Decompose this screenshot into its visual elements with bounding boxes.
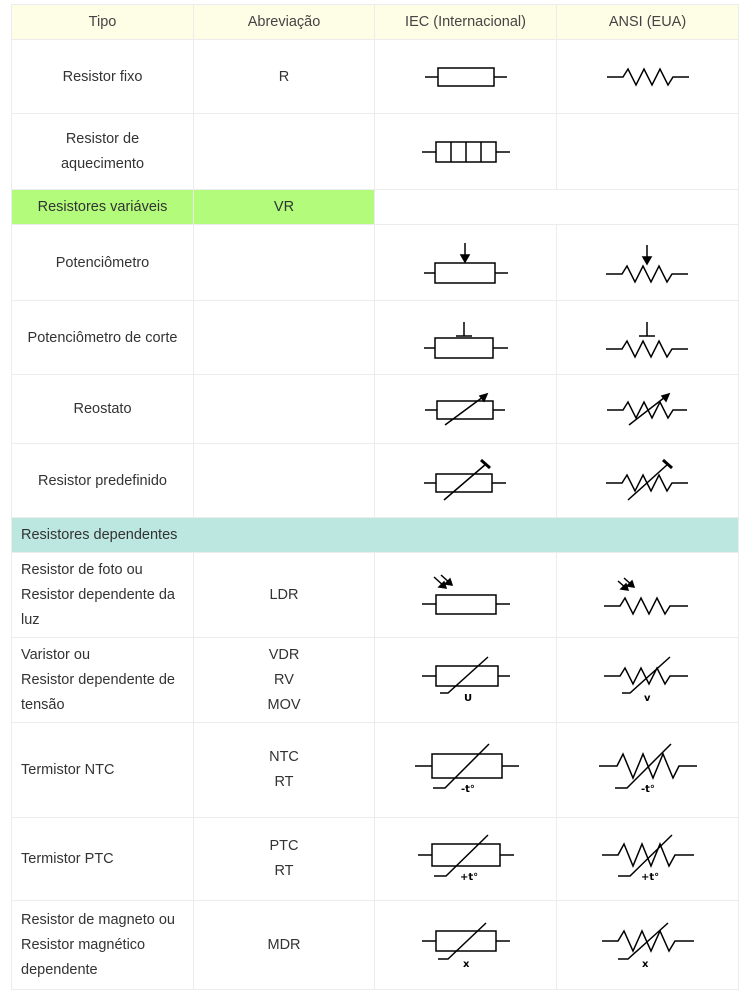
abrev-cell: [194, 638, 375, 723]
abrev-cell: LDR: [194, 553, 375, 638]
mdr-iec-icon: [418, 921, 514, 969]
row-resistores-variaveis: [12, 190, 739, 225]
ldr-iec-icon: [418, 573, 514, 617]
abrev-line: PTC: [269, 838, 299, 854]
abrev-line: MOV: [267, 696, 301, 713]
ansi-cell: [557, 723, 739, 818]
tipo-line: Varistor ou: [21, 646, 91, 663]
ansi-label: -t°: [640, 784, 655, 795]
iec-cell: [375, 723, 557, 818]
header-abreviacao: Abreviação: [194, 5, 375, 40]
abrev-cell: VR: [194, 190, 375, 225]
tipo-cell: Potenciômetro de corte: [12, 301, 194, 375]
fixed-resistor-ansi-icon: [603, 64, 693, 90]
ansi-label: +t°: [640, 872, 659, 883]
abrev-cell: [194, 444, 375, 518]
mdr-ansi-icon: [598, 921, 698, 969]
abrev-line: RT: [274, 863, 294, 879]
iec-label: -t°: [460, 784, 475, 795]
abrev-cell: MDR: [194, 901, 375, 990]
tipo-line: Resistor de foto ou: [21, 561, 143, 578]
resistor-symbols-table: [11, 4, 739, 990]
abrev-cell: [194, 301, 375, 375]
iec-cell: [375, 40, 557, 114]
iec-cell: [375, 638, 557, 723]
tipo-cell: [12, 901, 194, 990]
ansi-label: x: [641, 959, 648, 969]
iec-cell: [375, 818, 557, 901]
ansi-cell: [557, 818, 739, 901]
row-potenciometro-de-corte: [12, 301, 739, 375]
row-resistor-fixo: [12, 40, 739, 114]
ansi-cell: [557, 225, 739, 301]
abrev-cell: [194, 375, 375, 444]
iec-cell: [375, 901, 557, 990]
row-ldr: [12, 553, 739, 638]
iec-label: U: [463, 693, 472, 704]
abrev-line: RT: [274, 774, 294, 790]
row-mdr: [12, 901, 739, 990]
trimmer-potentiometer-iec-icon: [420, 316, 512, 360]
iec-cell: [375, 444, 557, 518]
rheostat-iec-icon: [421, 389, 511, 429]
fixed-resistor-iec-icon: [421, 64, 511, 90]
row-potenciometro: [12, 225, 739, 301]
iec-label: x: [462, 959, 469, 969]
tipo-line: Resistor de: [65, 130, 140, 147]
empty-cell: [375, 190, 739, 225]
abrev-line: RV: [274, 671, 294, 688]
ntc-thermistor-ansi-icon: [595, 742, 701, 798]
ldr-ansi-icon: [600, 573, 696, 617]
ansi-label: v: [643, 693, 651, 704]
row-vdr: [12, 638, 739, 723]
tipo-cell: [12, 114, 194, 190]
preset-resistor-iec-icon: [420, 458, 512, 504]
tipo-cell: Resistor fixo: [12, 40, 194, 114]
row-resistor-predefinido: [12, 444, 739, 518]
tipo-line: Resistor dependente de: [21, 671, 175, 688]
iec-cell: [375, 225, 557, 301]
tipo-line: tensão: [21, 696, 65, 713]
ansi-cell: [557, 375, 739, 444]
abrev-cell: [194, 818, 375, 901]
ansi-cell: [557, 444, 739, 518]
abrev-cell: [194, 114, 375, 190]
varistor-iec-icon: [418, 655, 514, 705]
tipo-cell: Resistores dependentes: [12, 518, 739, 553]
ntc-thermistor-iec-icon: [411, 742, 521, 798]
varistor-ansi-icon: [600, 655, 696, 705]
abrev-line: VDR: [268, 646, 300, 663]
ansi-cell: [557, 301, 739, 375]
header-iec: IEC (Internacional): [375, 5, 557, 40]
iec-cell: [375, 375, 557, 444]
heating-resistor-iec-icon: [418, 138, 514, 166]
abrev-line: NTC: [269, 749, 299, 765]
tipo-cell: [12, 553, 194, 638]
row-resistor-aquecimento: [12, 114, 739, 190]
tipo-cell: Resistor predefinido: [12, 444, 194, 518]
tipo-line: Resistor de magneto ou: [21, 911, 175, 928]
tipo-line: Resistor dependente da: [21, 586, 175, 603]
tipo-cell: Potenciômetro: [12, 225, 194, 301]
tipo-cell: [12, 638, 194, 723]
header-ansi: ANSI (EUA): [557, 5, 739, 40]
tipo-line: Resistor magnético: [21, 936, 146, 953]
ptc-thermistor-iec-icon: [414, 833, 518, 885]
abrev-cell: [194, 225, 375, 301]
ansi-cell: [557, 114, 739, 190]
tipo-line: aquecimento: [60, 155, 145, 172]
iec-cell: [375, 553, 557, 638]
tipo-cell: Reostato: [12, 375, 194, 444]
ansi-cell: [557, 638, 739, 723]
iec-cell: [375, 114, 557, 190]
tipo-cell: Resistores variáveis: [12, 190, 194, 225]
ptc-thermistor-ansi-icon: [598, 833, 698, 885]
rheostat-ansi-icon: [603, 389, 693, 429]
row-termistor-ntc: [12, 723, 739, 818]
ansi-cell: [557, 553, 739, 638]
tipo-cell: Termistor NTC: [12, 723, 194, 818]
iec-label: +t°: [459, 872, 478, 883]
row-termistor-ptc: [12, 818, 739, 901]
potentiometer-iec-icon: [420, 241, 512, 285]
row-reostato: [12, 375, 739, 444]
preset-resistor-ansi-icon: [602, 458, 694, 504]
ansi-cell: [557, 40, 739, 114]
tipo-line: dependente: [21, 961, 98, 978]
abrev-cell: [194, 723, 375, 818]
header-tipo: Tipo: [12, 5, 194, 40]
row-resistores-dependentes: [12, 518, 739, 553]
ansi-cell: [557, 901, 739, 990]
iec-cell: [375, 301, 557, 375]
trimmer-potentiometer-ansi-icon: [602, 316, 694, 360]
header-row: [12, 5, 739, 40]
tipo-cell: Termistor PTC: [12, 818, 194, 901]
potentiometer-ansi-icon: [602, 241, 694, 285]
tipo-line: luz: [21, 611, 40, 628]
abrev-cell: R: [194, 40, 375, 114]
